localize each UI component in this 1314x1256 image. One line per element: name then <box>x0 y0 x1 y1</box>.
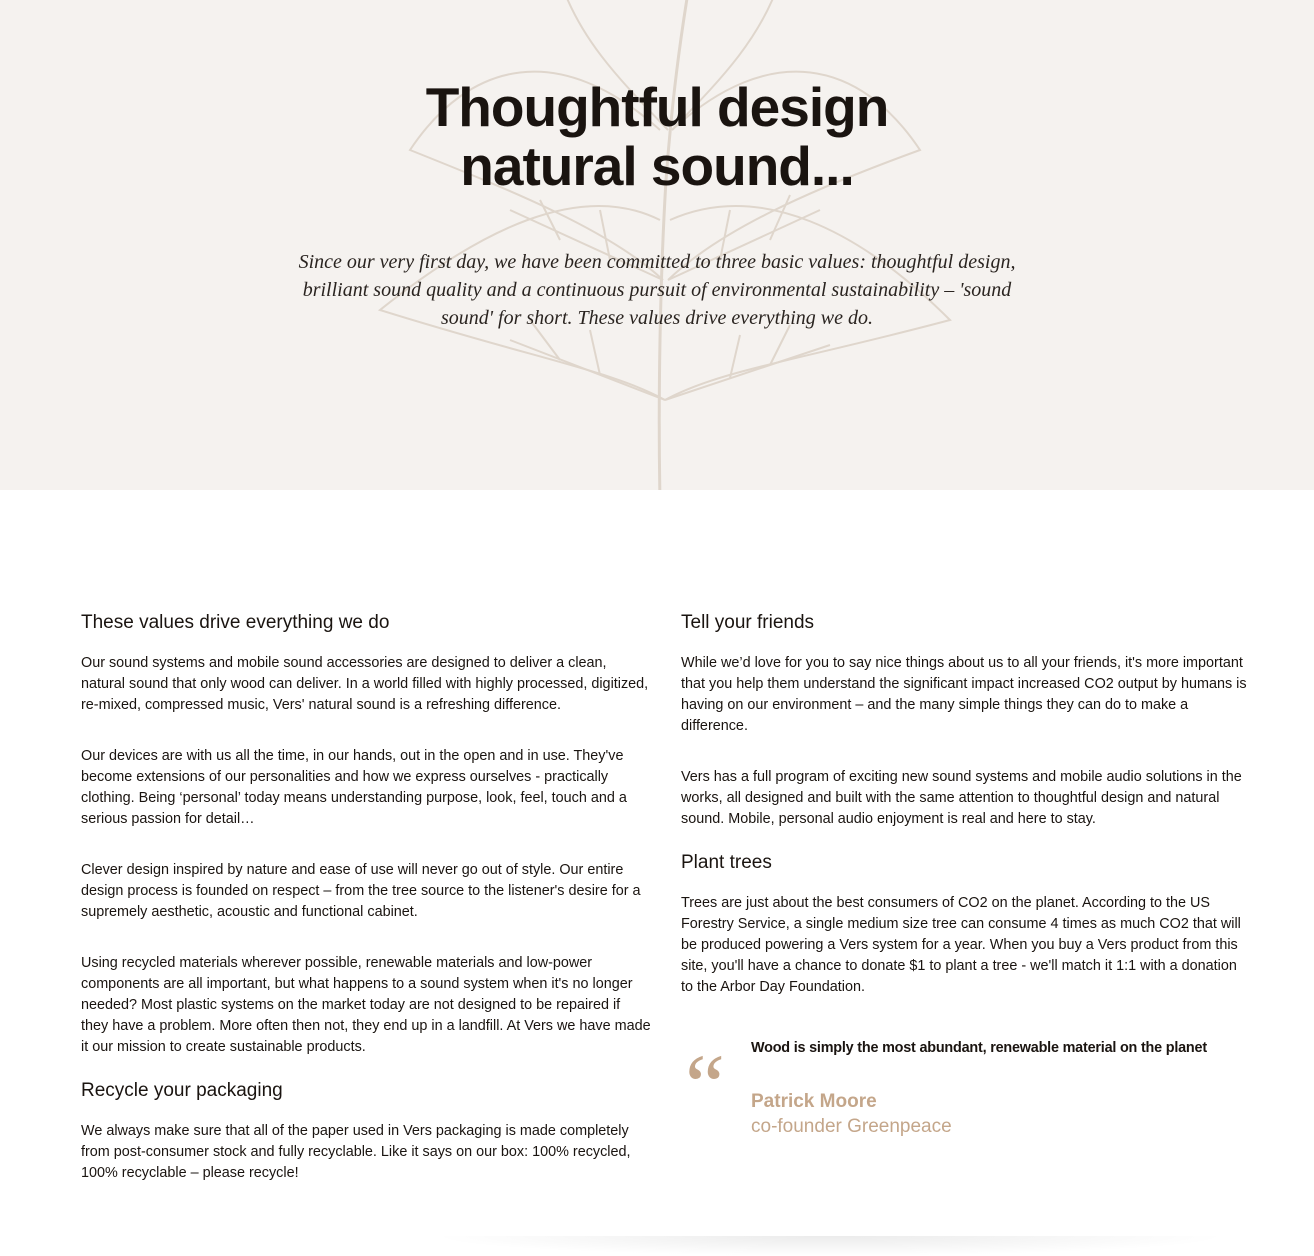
quote-mark-icon: “ <box>685 1037 725 1136</box>
left-column <box>81 610 651 1214</box>
hero-subtitle: Since our very first day, we have been committed to three basic values: thoughtful design, brilliant sound quality and a continuous pursuit of environmental sustainability – 'sound sound' for short. These values drive everything we do. <box>298 251 1016 329</box>
values-paragraph: Using recycled materials wherever possible, renewable materials and low-power components are all important, but what happens to a sound system when it's no longer needed? Most plastic systems on the market today are not designed to be repaired if they have a problem. More often then not, they end up in a landfill. At Vers we have made it our mission to create sustainable products. <box>81 955 651 1055</box>
trees-heading: Plant trees <box>681 852 772 873</box>
quote-text: Wood is simply the most abundant, renewable material on the planet <box>751 1040 1207 1056</box>
bottom-shadow <box>430 1236 1230 1256</box>
quote-author: Patrick Moore <box>751 1091 877 1112</box>
recycle-paragraph: We always make sure that all of the paper used in Vers packaging is made completely from post-consumer stock and fully recyclable. Like it says on our box: 100% recycled, 100% recyclable – please recycle! <box>81 1123 631 1181</box>
values-paragraph: Our sound systems and mobile sound accessories are designed to deliver a clean, natural sound that only wood can deliver. In a world filled with highly processed, digitized, re-mixed, compressed music, Vers' natural sound is a refreshing difference. <box>81 655 649 713</box>
friends-heading: Tell your friends <box>681 612 815 633</box>
page-title <box>0 78 1314 196</box>
friends-paragraph: While we’d love for you to say nice things about us to all your friends, it's more important that you help them understand the significant impact increased CO2 output by humans is having on our environment – and the many simple things they can do to make a difference. <box>681 655 1247 734</box>
values-paragraph: Our devices are with us all the time, in our hands, out in the open and in use. They've become extensions of our personalities and how we express ourselves - practically clothing. Being ‘personal’ today means understanding purpose, look, feel, touch and a serious passion for detail… <box>81 748 627 827</box>
values-heading: These values drive everything we do <box>81 612 390 633</box>
trees-paragraph: Trees are just about the best consumers of CO2 on the planet. According to the US Forestry Service, a single medium size tree can consume 4 times as much CO2 that will be produced powering a Vers system for a year. When you buy a Vers product from this site, you'll have a chance to donate $1 to plant a tree - we'll match it 1:1 with a donation to the Arbor Day Foundation. <box>681 895 1241 995</box>
right-column <box>681 610 1251 1155</box>
page-title-line1: Thoughtful design <box>425 76 889 138</box>
page-title-line2: natural sound... <box>460 135 854 197</box>
recycle-heading: Recycle your packaging <box>81 1080 283 1101</box>
quote-author-role: co-founder Greenpeace <box>751 1116 952 1137</box>
pull-quote <box>681 1038 1251 1139</box>
hero-section <box>0 0 1314 490</box>
friends-paragraph: Vers has a full program of exciting new sound systems and mobile audio solutions in the works, all designed and built with the same attention to thoughtful design and natural sound. Mobile, personal audio enjoyment is real and here to stay. <box>681 769 1242 827</box>
leaf-icon <box>360 0 960 490</box>
values-paragraph: Clever design inspired by nature and ease of use will never go out of style. Our entire design process is founded on respect – from the tree source to the listener's desire for a supremely aesthetic, acoustic and functional cabinet. <box>81 862 641 920</box>
